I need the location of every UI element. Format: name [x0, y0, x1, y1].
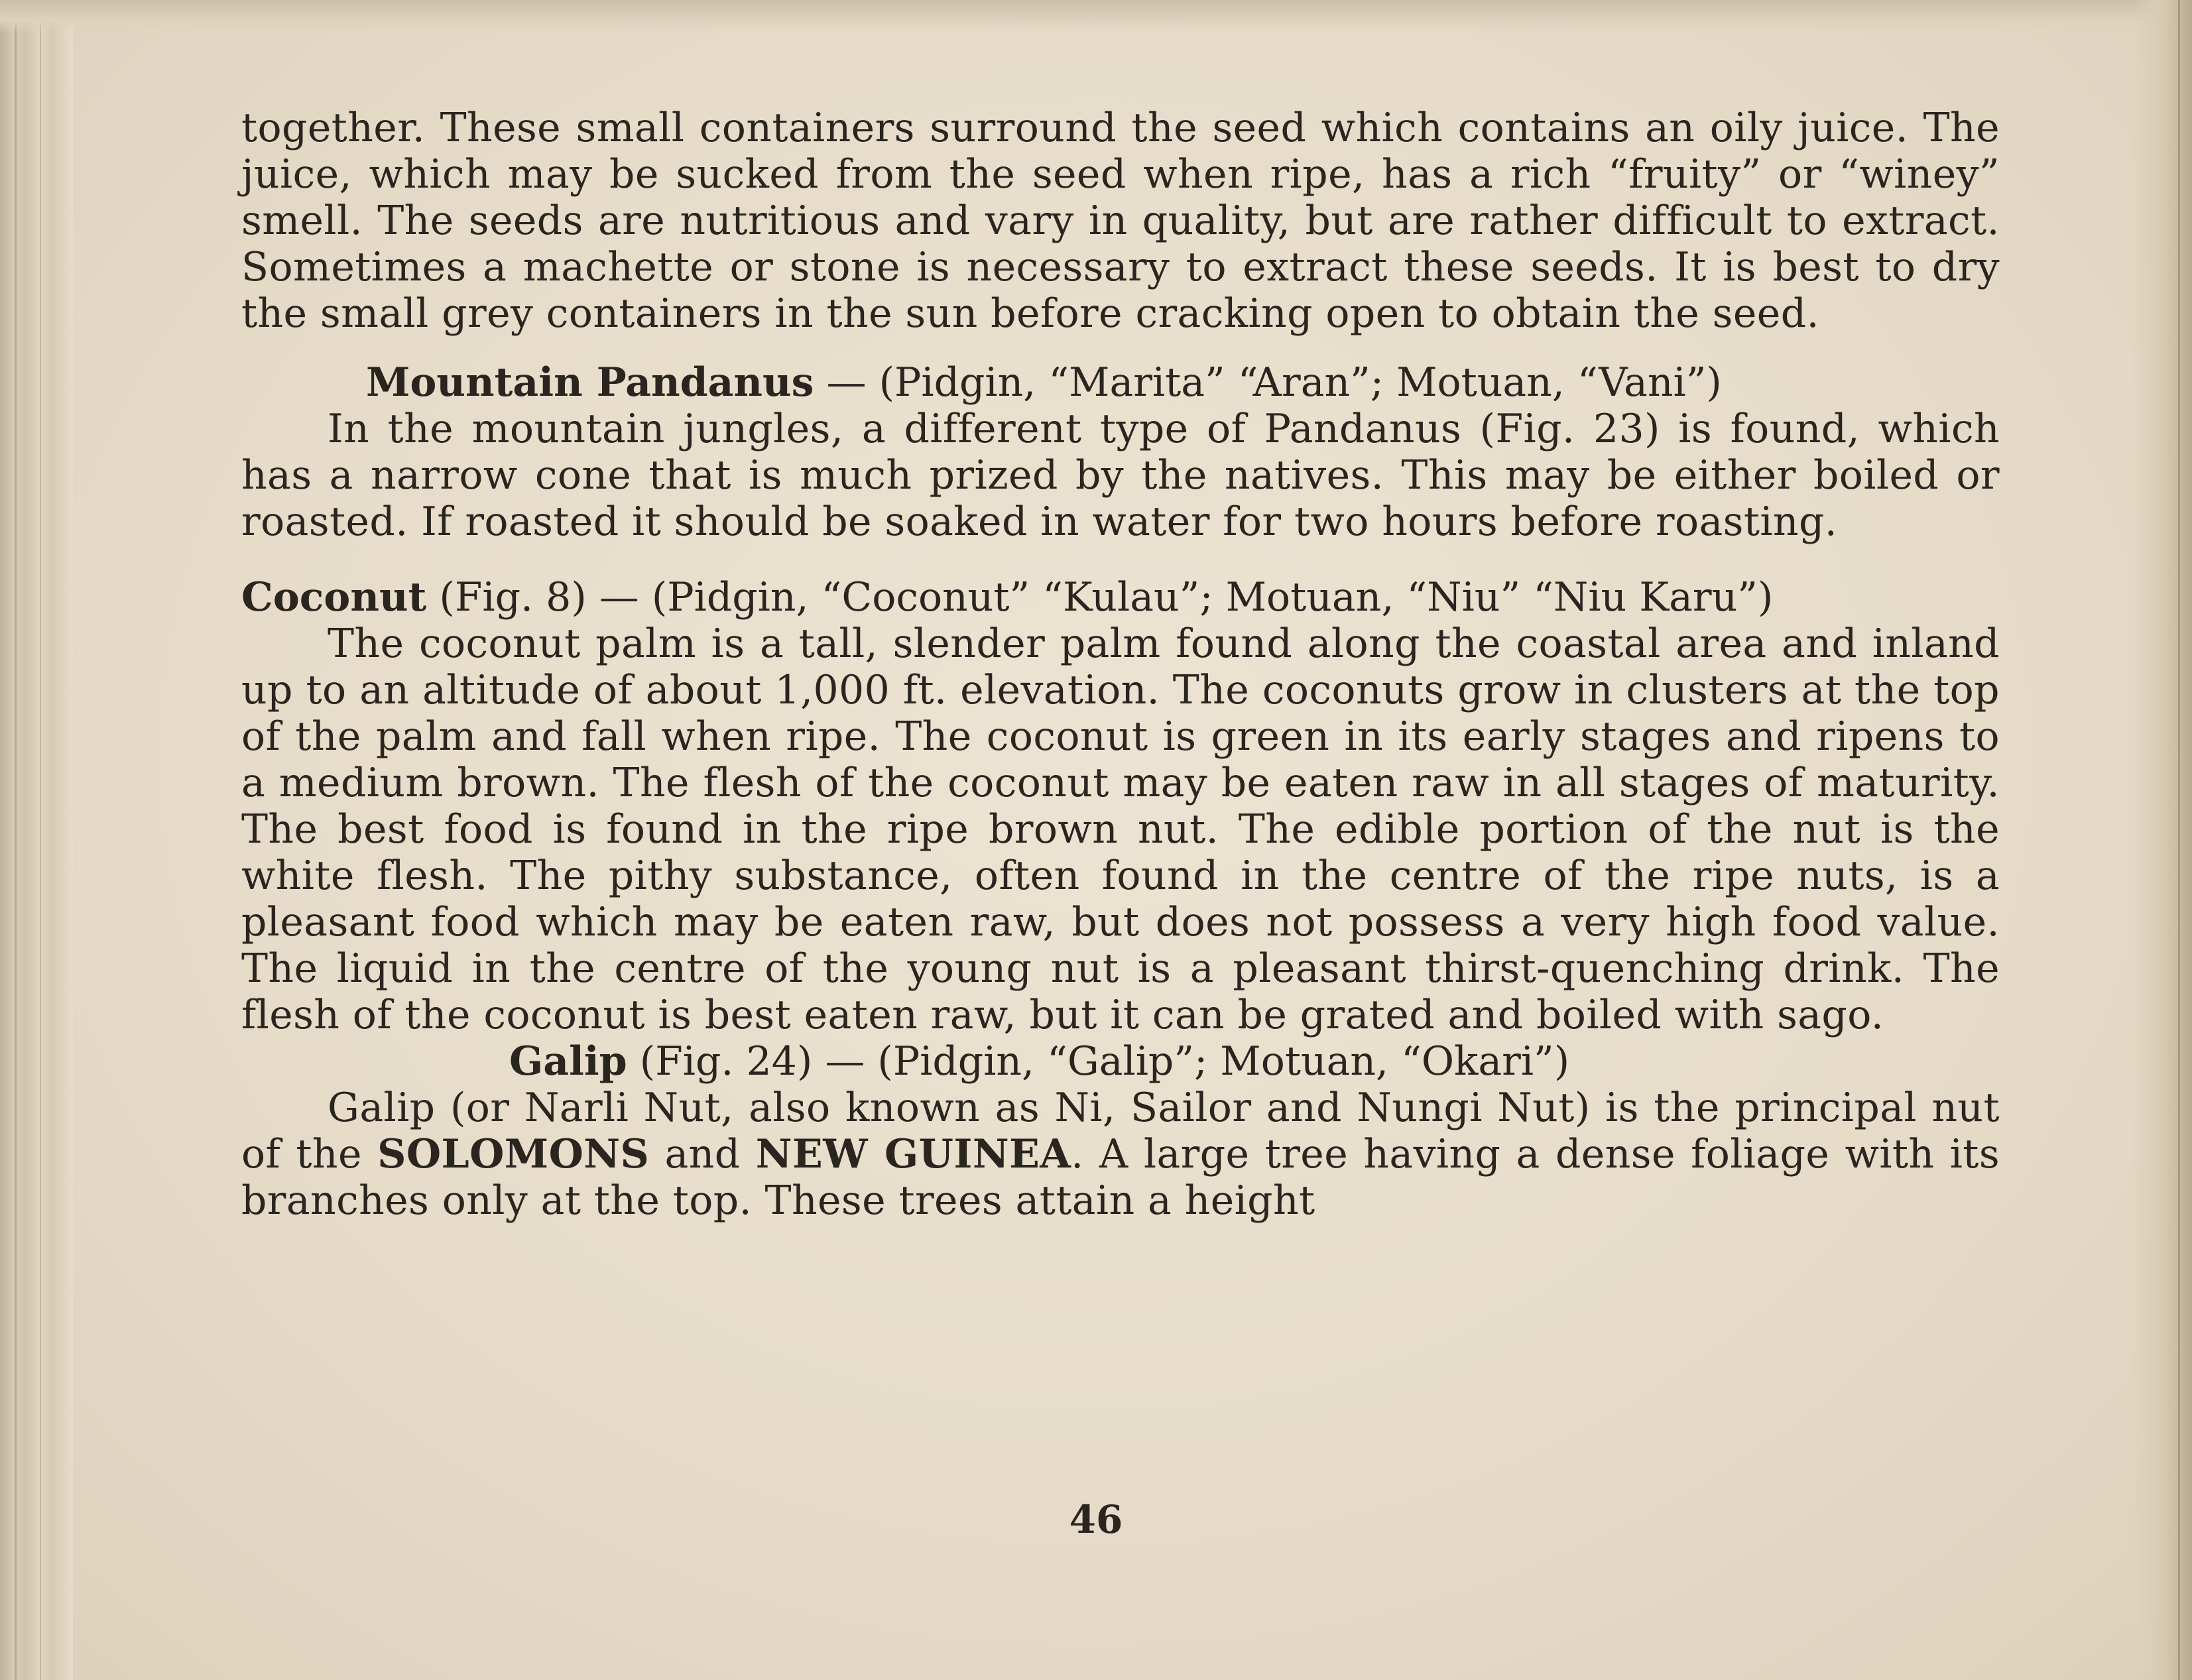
heading-galip-title: Galip	[509, 1038, 627, 1085]
page-body-text	[241, 105, 2000, 1224]
paragraph-galip-text-start: Galip (or Narli Nut, also known as Ni, Sailor and Nungi Nut) is the principal nut of the	[241, 1085, 2000, 1177]
paragraph-galip-text-end: . A large tree having a dense foliage with its branches only at the top. These trees attain a height	[241, 1131, 2000, 1224]
heading-coconut-names: (Fig. 8) — (Pidgin, “Coconut” “Kulau”; Motuan, “Niu” “Niu Karu”)	[426, 574, 1774, 621]
heading-galip	[241, 1038, 2000, 1085]
page-right-edge	[2132, 0, 2192, 1680]
paragraph-galip-new-guinea: NEW GUINEA	[755, 1131, 1071, 1177]
heading-coconut-title: Coconut	[241, 574, 427, 621]
heading-galip-names: (Fig. 24) — (Pidgin, “Galip”; Motuan, “Okari”)	[627, 1038, 1570, 1085]
page-top-edge	[0, 0, 2192, 33]
heading-mountain-pandanus-names: — (Pidgin, “Marita” “Aran”; Motuan, “Vani”)	[814, 359, 1722, 406]
page-binding-edge	[0, 0, 73, 1680]
paragraph-pandanus-seeds: together. These small containers surround the seed which contains an oily juice. The juice, which may be sucked from the seed when ripe, has a rich “fruity” or “winey” smell. The seeds are nutritious and vary in quality, but are rather difficult to extract. Sometimes a machette or stone is necessary to extract these seeds. It is best to dry the small grey containers in the sun before cracking open to obtain the seed.	[241, 105, 2000, 337]
paragraph-coconut: The coconut palm is a tall, slender palm found along the coastal area and inland up to an altitude of about 1,000 ft. elevation. The coconuts grow in clusters at the top of the palm and fall when ripe. The coconut is green in its early stages and ripens to a medium brown. The flesh of the coconut may be eaten raw in all stages of maturity. The best food is found in the ripe brown nut. The edible portion of the nut is the white flesh. The pithy substance, often found in the centre of the ripe nuts, is a pleasant food which may be eaten raw, but does not possess a very high food value. The liquid in the centre of the young nut is a pleasant thirst-quenching drink. The flesh of the coconut is best eaten raw, but it can be grated and boiled with sago.	[241, 621, 2000, 1038]
page-number: 46	[1069, 1497, 1123, 1542]
paragraph-galip-solomons: SOLOMONS	[377, 1131, 650, 1177]
heading-mountain-pandanus	[241, 359, 2000, 406]
paragraph-galip-and: and	[649, 1131, 756, 1177]
heading-coconut	[241, 574, 2000, 621]
paragraph-galip	[241, 1085, 2000, 1224]
heading-mountain-pandanus-title: Mountain Pandanus	[366, 359, 814, 406]
paragraph-mountain-pandanus: In the mountain jungles, a different type of Pandanus (Fig. 23) is found, which has a narrow cone that is much prized by the natives. This may be either boiled or roasted. If roasted it should be soaked in water for two hours before roasting.	[241, 406, 2000, 545]
